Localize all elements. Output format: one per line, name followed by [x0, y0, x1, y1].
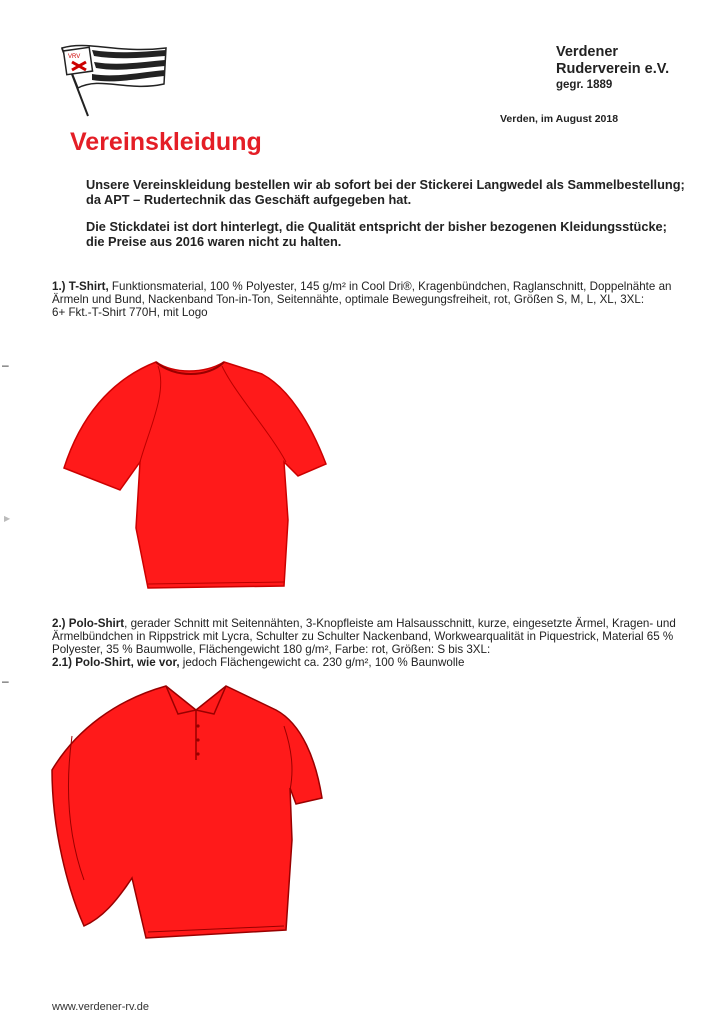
intro-paragraph-2: Die Stickdatei ist dort hinterlegt, die Qualität entspricht der bisher bezogenen Kleidungsstücke; die Preise aus 2016 waren nicht zu halten.	[86, 219, 667, 249]
item-tshirt-model: 6+ Fkt.-T-Shirt 770H, mit Logo	[52, 306, 208, 319]
intro-paragraph-1: Unsere Vereinskleidung bestellen wir ab sofort bei der Stickerei Langwedel als Sammelbestellung; da APT – Rudertechnik das Geschäft aufgegeben hat.	[86, 177, 685, 207]
margin-dash: –	[2, 674, 9, 688]
triangle-marker-icon: ▶	[4, 514, 11, 523]
club-flag-icon	[48, 40, 170, 118]
item-tshirt-text: Funktionsmaterial, 100 % Polyester, 145 g/m² in Cool Dri®, Kragenbündchen, Raglanschnitt, Doppelnähte an Ärmeln und Bund, Nackenband Ton-in-Ton, Seitennähte, optimale Bewegungsfreiheit, rot, Größen S, M, L, XL, 3XL:	[52, 280, 672, 306]
item-tshirt-label: 1.) T-Shirt,	[52, 280, 109, 293]
item-tshirt-description	[52, 280, 692, 319]
item-polo-sub-text: jedoch Flächengewicht ca. 230 g/m², 100 % Baunwolle	[179, 656, 465, 669]
club-name-line1: Verdener	[556, 44, 619, 60]
item-polo-sub-label: 2.1) Polo-Shirt, wie vor,	[52, 656, 180, 669]
founded-year: gegr. 1889	[556, 79, 613, 91]
item-polo-description	[52, 617, 692, 669]
footer-url[interactable]: www.verdener-rv.de	[52, 1001, 149, 1013]
tshirt-image	[48, 352, 348, 592]
svg-text:VRV: VRV	[68, 54, 81, 60]
place-date: Verden, im August 2018	[500, 113, 619, 125]
club-name-line2: Ruderverein e.V.	[556, 61, 670, 77]
page-title: Vereinskleidung	[70, 128, 262, 156]
margin-dash: –	[2, 358, 9, 372]
item-polo-label: 2.) Polo-Shirt	[52, 617, 125, 630]
polo-shirt-image	[46, 680, 346, 945]
club-name	[556, 44, 669, 92]
item-polo-text: , gerader Schnitt mit Seitennähten, 3-Knopfleiste am Halsausschnitt, kurze, eingesetzte Ärmel, Kragen- und Ärmelbündchen in Rippstrick mit Lycra, Schulter zu Schulter Nackenband, Workwearqualität in Piquestrick, Material 65 % Polyester, 35 % Baumwolle, Flächengewicht 180 g/m², Farbe: rot, Größen: S bis 3XL:	[52, 617, 676, 656]
